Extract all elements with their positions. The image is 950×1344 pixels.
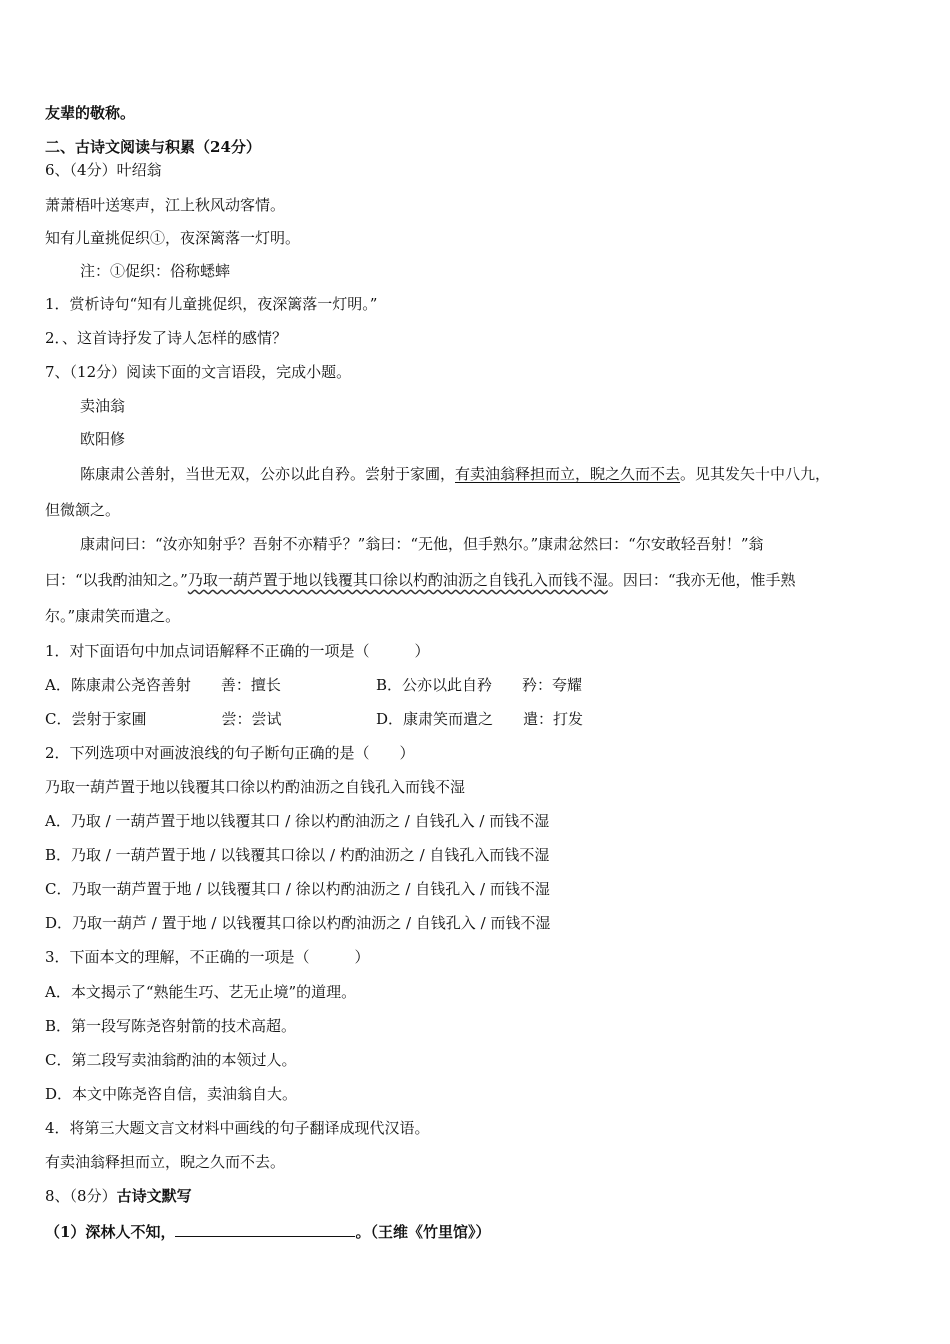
q6-sub2: 2．、这首诗抒发了诗人怎样的感情？	[45, 329, 288, 347]
q7-sub2-sentence: 乃取一葫芦置于地以钱覆其口徐以杓酌油沥之自钱孔入而钱不湿	[45, 778, 466, 796]
section-heading: 二、古诗文阅读与积累（24分）	[45, 138, 261, 156]
poem-line-2: 知有儿童挑促织①，夜深篱落一灯明。	[45, 229, 301, 247]
poem-note: 注：①促织：俗称蟋蟀	[80, 262, 231, 280]
answer-blank[interactable]	[175, 1220, 355, 1237]
q7-sub3-option-c: C．第二段写卖油翁酌油的本领过人。	[45, 1051, 297, 1069]
q7-sub2-option-c: C．乃取一葫芦置于地 / 以钱覆其口 / 徐以杓酌油沥之 / 自钱孔入 / 而钱不湿	[45, 880, 550, 898]
passage-text: 。因曰：“我亦无他，惟手熟	[607, 571, 796, 589]
passage-para-2-line3: 尔。”康肃笑而遣之。	[45, 607, 181, 625]
line-continuation: 友辈的敬称。	[45, 104, 136, 122]
q7-sub1-option-c: C．尝射于家圃 尝：尝试	[45, 710, 282, 728]
underlined-sentence: 有卖油翁释担而立，睨之久而不去	[455, 465, 681, 483]
passage-author: 欧阳修	[80, 430, 126, 448]
wavy-sentence: 乃取一葫芦置于地以钱覆其口徐以杓酌油沥之自钱孔入而钱不湿	[187, 571, 608, 589]
passage-text: 曰：“以我酌油知之。”	[45, 571, 188, 589]
q8-item-1	[45, 1220, 490, 1242]
q7-sub3: 3．下面本文的理解，不正确的一项是（ ）	[45, 948, 370, 966]
passage-para-2-line2	[45, 570, 796, 590]
q7-sub4: 4．将第三大题文言文材料中画线的句子翻译成现代汉语。	[45, 1119, 430, 1137]
passage-text: 陈康肃公善射，当世无双，公亦以此自矜。尝射于家圃，	[80, 465, 456, 483]
q7-sub4-sentence: 有卖油翁释担而立，睨之久而不去。	[45, 1153, 286, 1171]
q7-sub2-option-a: A．乃取 / 一葫芦置于地以钱覆其口 / 徐以杓酌油沥之 / 自钱孔入 / 而钱不湿	[45, 812, 550, 830]
q7-sub1: 1．对下面语句中加点词语解释不正确的一项是（ ）	[45, 642, 430, 660]
passage-text: 。见其发矢十中八九，	[680, 465, 831, 483]
q7-sub3-option-a: A．本文揭示了“熟能生巧、艺无止境”的道理。	[45, 983, 357, 1001]
q7-sub1-option-b: B．公亦以此自矜 矜：夸耀	[376, 676, 583, 694]
passage-para-2: 康肃问曰：“汝亦知射乎？吾射不亦精乎？”翁曰：“无他，但手熟尔。”康肃忿然曰：“尔安敢轻吾射！”翁	[80, 535, 764, 553]
passage-para-1	[80, 464, 830, 484]
q8-points: 8、（8分）	[45, 1187, 117, 1205]
poem-line-1: 萧萧梧叶送寒声，江上秋风动客情。	[45, 196, 286, 214]
q7-sub2: 2．下列选项中对画波浪线的句子断句正确的是（ ）	[45, 744, 415, 762]
q6-sub1: 1．赏析诗句“知有儿童挑促织，夜深篱落一灯明。”	[45, 295, 378, 313]
q7-sub3-option-b: B．第一段写陈尧咨射箭的技术高超。	[45, 1017, 297, 1035]
passage-para-1-cont: 但微颔之。	[45, 501, 121, 519]
q8-item-1-source: 。（王维《竹里馆》）	[355, 1223, 491, 1241]
question-7-header: 7、（12分）阅读下面的文言语段，完成小题。	[45, 363, 352, 381]
q7-sub2-option-b: B．乃取 / 一葫芦置于地 / 以钱覆其口徐以 / 杓酌油沥之 / 自钱孔入而钱不湿	[45, 846, 550, 864]
q7-sub1-option-d: D．康肃笑而遣之 遣：打发	[376, 710, 584, 728]
passage-title: 卖油翁	[80, 397, 126, 415]
q8-title: 古诗文默写	[116, 1187, 192, 1205]
q7-sub1-option-a: A．陈康肃公尧咨善射 善：擅长	[45, 676, 281, 694]
q7-sub2-option-d: D．乃取一葫芦 / 置于地 / 以钱覆其口徐以杓酌油沥之 / 自钱孔入 / 而钱不湿	[45, 914, 551, 932]
q7-sub3-option-d: D．本文中陈尧咨自信，卖油翁自大。	[45, 1085, 298, 1103]
question-8-header	[45, 1186, 192, 1206]
q8-item-1-prompt: （1）深林人不知，	[45, 1223, 176, 1241]
question-6-header: 6、（4分）叶绍翁	[45, 161, 162, 179]
